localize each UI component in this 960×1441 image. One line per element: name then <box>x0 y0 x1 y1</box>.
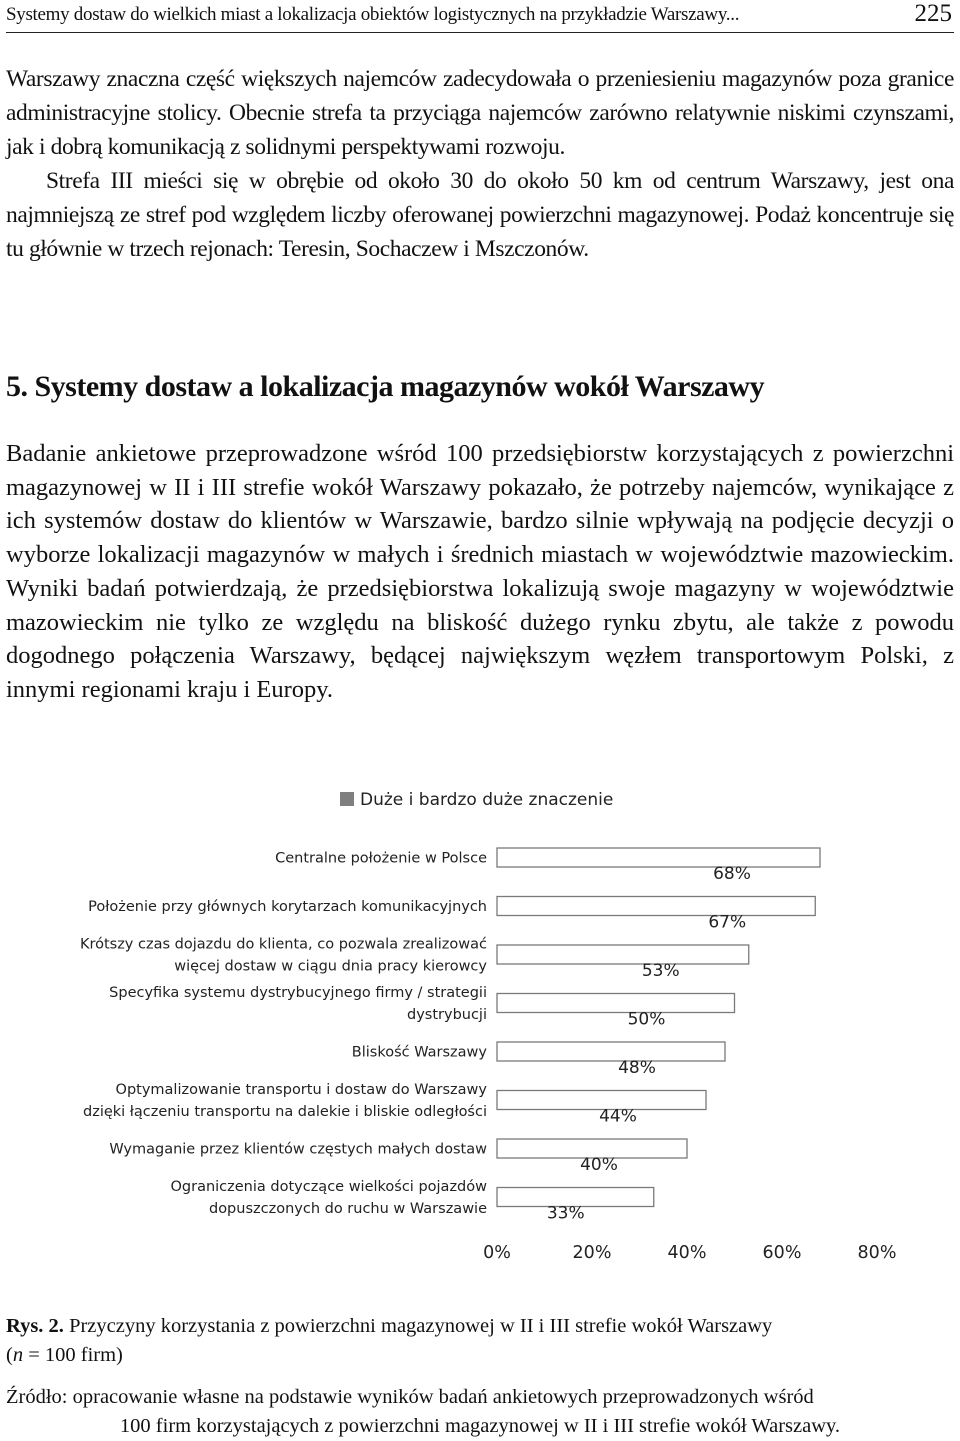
category-label: Położenie przy głównych korytarzach komunikacyjnych <box>88 899 487 915</box>
source-line-1: Źródło: opracowanie własne na podstawie wyników badań ankietowych przeprowadzonych wśród <box>6 1386 814 1408</box>
x-tick-label: 40% <box>667 1243 707 1263</box>
category-label: Centralne położenie w Polsce <box>275 850 487 867</box>
category-label: Ograniczenia dotyczące wielkości pojazdów <box>170 1179 487 1195</box>
intro-text <box>6 62 954 266</box>
section-text <box>6 437 954 707</box>
data-label: 50% <box>627 1009 666 1030</box>
figure-source <box>6 1383 954 1441</box>
caption-n-open: ( <box>6 1344 13 1366</box>
category-label: dzięki łączeniu transportu na dalekie i bliskie odległości <box>83 1104 487 1120</box>
data-label: 44% <box>599 1106 637 1127</box>
section-heading: 5. Systemy dostaw a lokalizacja magazynów wokół Warszawy <box>6 370 765 403</box>
bar-4 <box>497 994 735 1013</box>
x-axis-ticks <box>483 1243 896 1263</box>
data-label: 48% <box>618 1058 656 1078</box>
category-label: Bliskość Warszawy <box>351 1044 487 1061</box>
category-label: dystrybucji <box>407 1007 487 1023</box>
x-tick-label: 60% <box>762 1243 802 1263</box>
data-label: 68% <box>713 864 751 884</box>
section-paragraph: Badanie ankietowe przeprowadzone wśród 100 przedsiębiorstw korzystających z powierzchni magazynowej w II i III strefie wokół Warszawy pokazało, że potrzeby najemców, wynikające z ich systemów dostaw do klientów w Warszawie, bardzo silnie wpływają na podjęcie decyzji o wyborze lokalizacji magazynów w małych i średnich miastach w województwie mazowieckim. Wyniki badań potwierdzają, że przedsiębiorstwa lokalizują swoje magazyny w województwie mazowieckim nie tylko ze względu na bliskość dużego rynku zbytu, ale także z powodu dogodnego połączenia Warszawy, będącej największym węzłem transportowym Polski, z innymi regionami kraju i Europy. <box>6 440 954 703</box>
intro-paragraph-1: Warszawy znaczna część większych najemców zadecydowała o przeniesieniu magazynów poza granice administracyjne stolicy. Obecnie strefa ta przyciąga najemców zarówno relatywnie niskimi czynszami, jak i dobrą komunikacją z solidnymi perspektywami rozwoju. <box>6 66 954 160</box>
x-tick-label: 80% <box>857 1243 897 1263</box>
category-labels <box>80 851 487 1218</box>
x-tick-label: 20% <box>572 1243 612 1263</box>
category-label: Optymalizowanie transportu i dostaw do Warszawy <box>115 1082 487 1098</box>
bar-chart <box>0 780 960 1280</box>
figure-caption <box>6 1312 954 1370</box>
caption-text: Przyczyny korzystania z powierzchni magazynowej w II i III strefie wokół Warszawy <box>63 1315 773 1337</box>
data-label: 40% <box>580 1155 618 1175</box>
x-tick-label: 0% <box>483 1243 511 1263</box>
legend-label: Duże i bardzo duże znaczenie <box>360 790 614 810</box>
intro-paragraph-2: Strefa III mieści się w obrębie od około 30 do około 50 km od centrum Warszawy, jest ona najmniejszą ze stref pod względem liczby oferowanej powierzchni magazynowej. Podaż koncentruje się tu głównie w trzech rejonach: Teresin, Sochaczew i Mszczonów. <box>6 168 954 262</box>
category-label: dopuszczonych do ruchu w Warszawie <box>208 1201 487 1217</box>
bar-5 <box>497 1042 725 1061</box>
category-label: Wymaganie przez klientów częstych małych dostaw <box>109 1141 487 1158</box>
category-label: Specyfika systemu dystrybucyjnego firmy / strategii <box>109 985 487 1001</box>
data-label: 67% <box>708 912 747 933</box>
legend-swatch <box>340 792 354 806</box>
data-label: 53% <box>641 961 680 981</box>
caption-n-variable: n <box>12 1344 24 1366</box>
bar-3 <box>497 945 749 964</box>
page-number: 225 <box>914 0 952 27</box>
data-label: 33% <box>546 1203 585 1224</box>
caption-label: Rys. 2. <box>6 1315 64 1337</box>
category-label: Krótszy czas dojazdu do klienta, co pozwala zrealizować <box>79 936 487 953</box>
chart-legend <box>340 790 613 810</box>
caption-n-rest: = 100 firm) <box>23 1344 123 1366</box>
bar-1 <box>497 848 820 867</box>
source-line-2: 100 firm korzystających z powierzchni magazynowej w II i III strefie wokół Warszawy. <box>119 1415 841 1437</box>
category-label: więcej dostaw w ciągu dnia pracy kierowcy <box>174 958 487 975</box>
bar-2 <box>497 897 815 916</box>
running-header <box>6 0 954 33</box>
running-title: Systemy dostaw do wielkich miast a lokalizacja obiektów logistycznych na przykładzie Warszawy... <box>6 4 740 25</box>
